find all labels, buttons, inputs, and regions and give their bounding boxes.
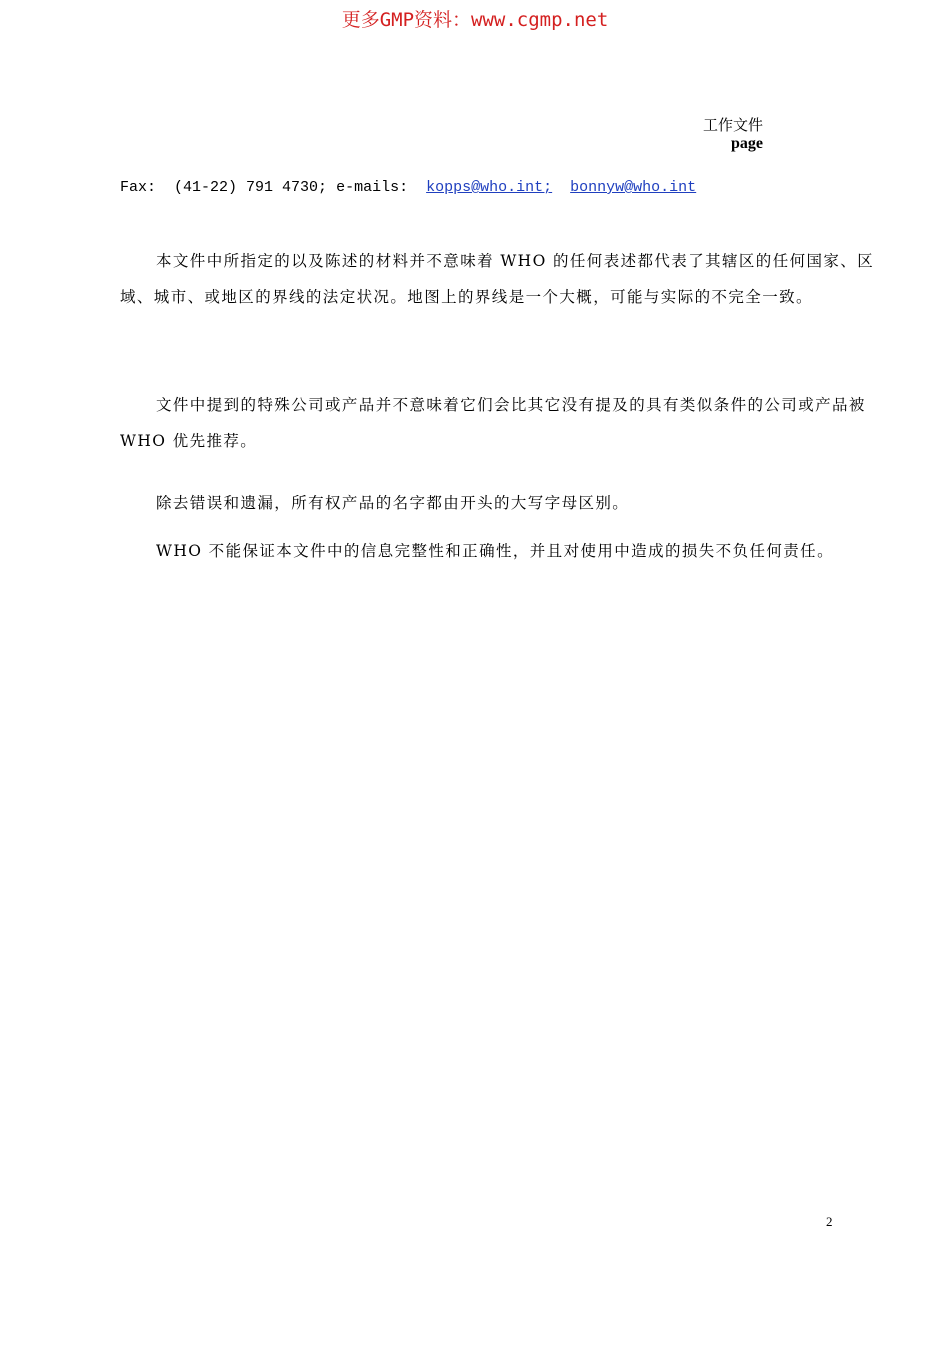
fax-label: Fax:	[120, 179, 157, 196]
page-label: page	[731, 135, 763, 152]
disclaimer-paragraph-liability: WHO 不能保证本文件中的信息完整性和正确性，并且对使用中造成的损失不负任何责任。	[156, 542, 834, 560]
disclaimer-paragraph-proprietary: 除去错误和遗漏，所有权产品的名字都由开头的大写字母区别。	[156, 494, 630, 512]
fax-number: (41-22) 791 4730;	[174, 179, 328, 196]
email-link-kopps[interactable]: kopps@who.int;	[426, 179, 553, 196]
disclaimer-paragraph-companies: 文件中提到的特殊公司或产品并不意味着它们会比其它没有提及的具有类似条件的公司或产品被 WHO 优先推荐。	[120, 396, 866, 450]
contact-line	[120, 179, 696, 196]
email-link-bonnyw[interactable]: bonnyw@who.int	[570, 179, 697, 196]
document-type-label: 工作文件	[702, 116, 763, 134]
source-banner[interactable]: 更多GMP资料：www.cgmp.net	[341, 9, 609, 31]
disclaimer-paragraph-boundaries: 本文件中所指定的以及陈述的材料并不意味着 WHO 的任何表述都代表了其辖区的任何国家、区域、城市、或地区的界线的法定状况。地图上的界线是一个大概，可能与实际的不完全一致。	[120, 252, 875, 306]
emails-label: e-mails:	[336, 179, 409, 196]
page-number: 2	[826, 1214, 833, 1229]
